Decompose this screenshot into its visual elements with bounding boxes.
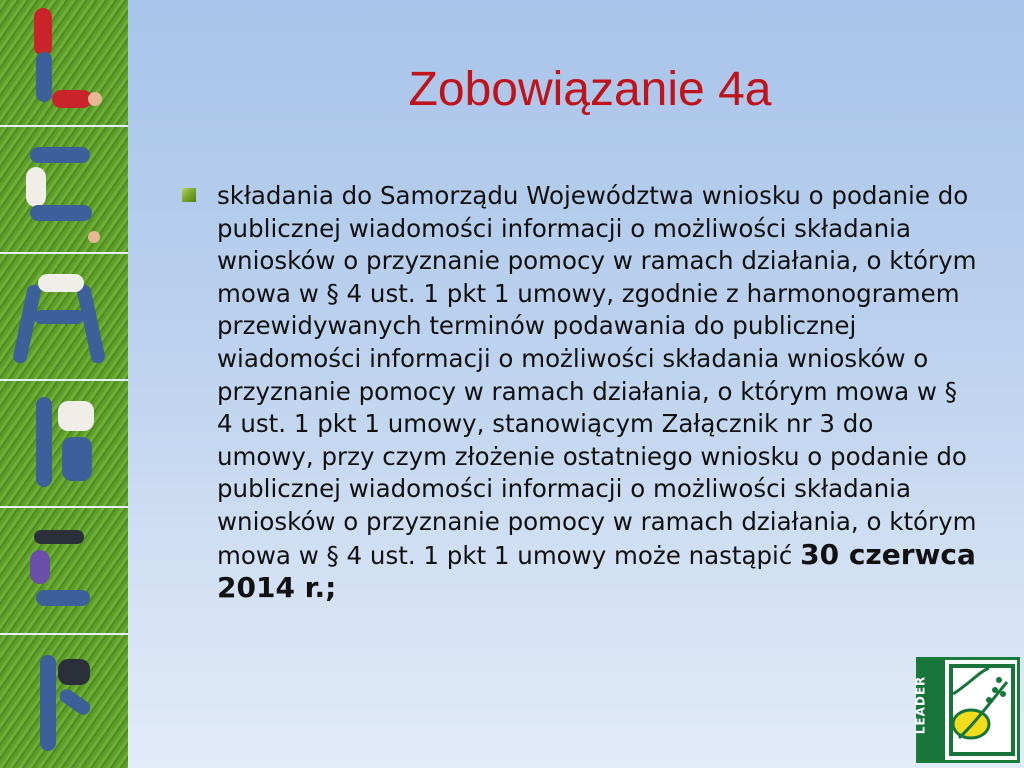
photo-letter-e-2 xyxy=(0,508,128,635)
slide-title: Zobowiązanie 4a xyxy=(408,63,772,116)
photo-letter-d xyxy=(0,381,128,508)
slide-body xyxy=(217,180,977,606)
leaf-emblem-icon xyxy=(949,664,1015,756)
photo-letter-a xyxy=(0,254,128,381)
logo-strip xyxy=(913,660,945,760)
body-main-text: składania do Samorządu Województwa wniosku o podanie do publicznej wiadomości informacji o możliwości składania wniosków o przyznanie pomocy w ramach działania, o którym mowa w § 4 ust. 1 pkt 1 umowy, zgodnie z harmonogramem przewidywanych terminów podawania do publicznej wiadomości informacji o możliwości składania wniosków o przyznanie pomocy w ramach działania, o którym mowa w § 4 ust. 1 pkt 1 umowy, stanowiącym Załącznik nr 3 do umowy, przy czym złożenie ostatniego wniosku o podanie do publicznej wiadomości informacji o możliwości składania wniosków o przyznanie pomocy w ramach działania, o którym mowa w § 4 ust. 1 pkt 1 umowy może nastąpić xyxy=(217,181,977,570)
photo-letter-e xyxy=(0,127,128,254)
photo-letter-r xyxy=(0,635,128,768)
photo-letter-l xyxy=(0,0,128,127)
photo-sidebar xyxy=(0,0,128,768)
leader-logo xyxy=(913,657,1020,763)
logo-frame xyxy=(949,664,1015,756)
bullet-marker xyxy=(182,188,196,202)
logo-text: LEADER xyxy=(913,675,928,735)
deadline-date: 30 czerwca 2014 r.; xyxy=(217,537,976,605)
